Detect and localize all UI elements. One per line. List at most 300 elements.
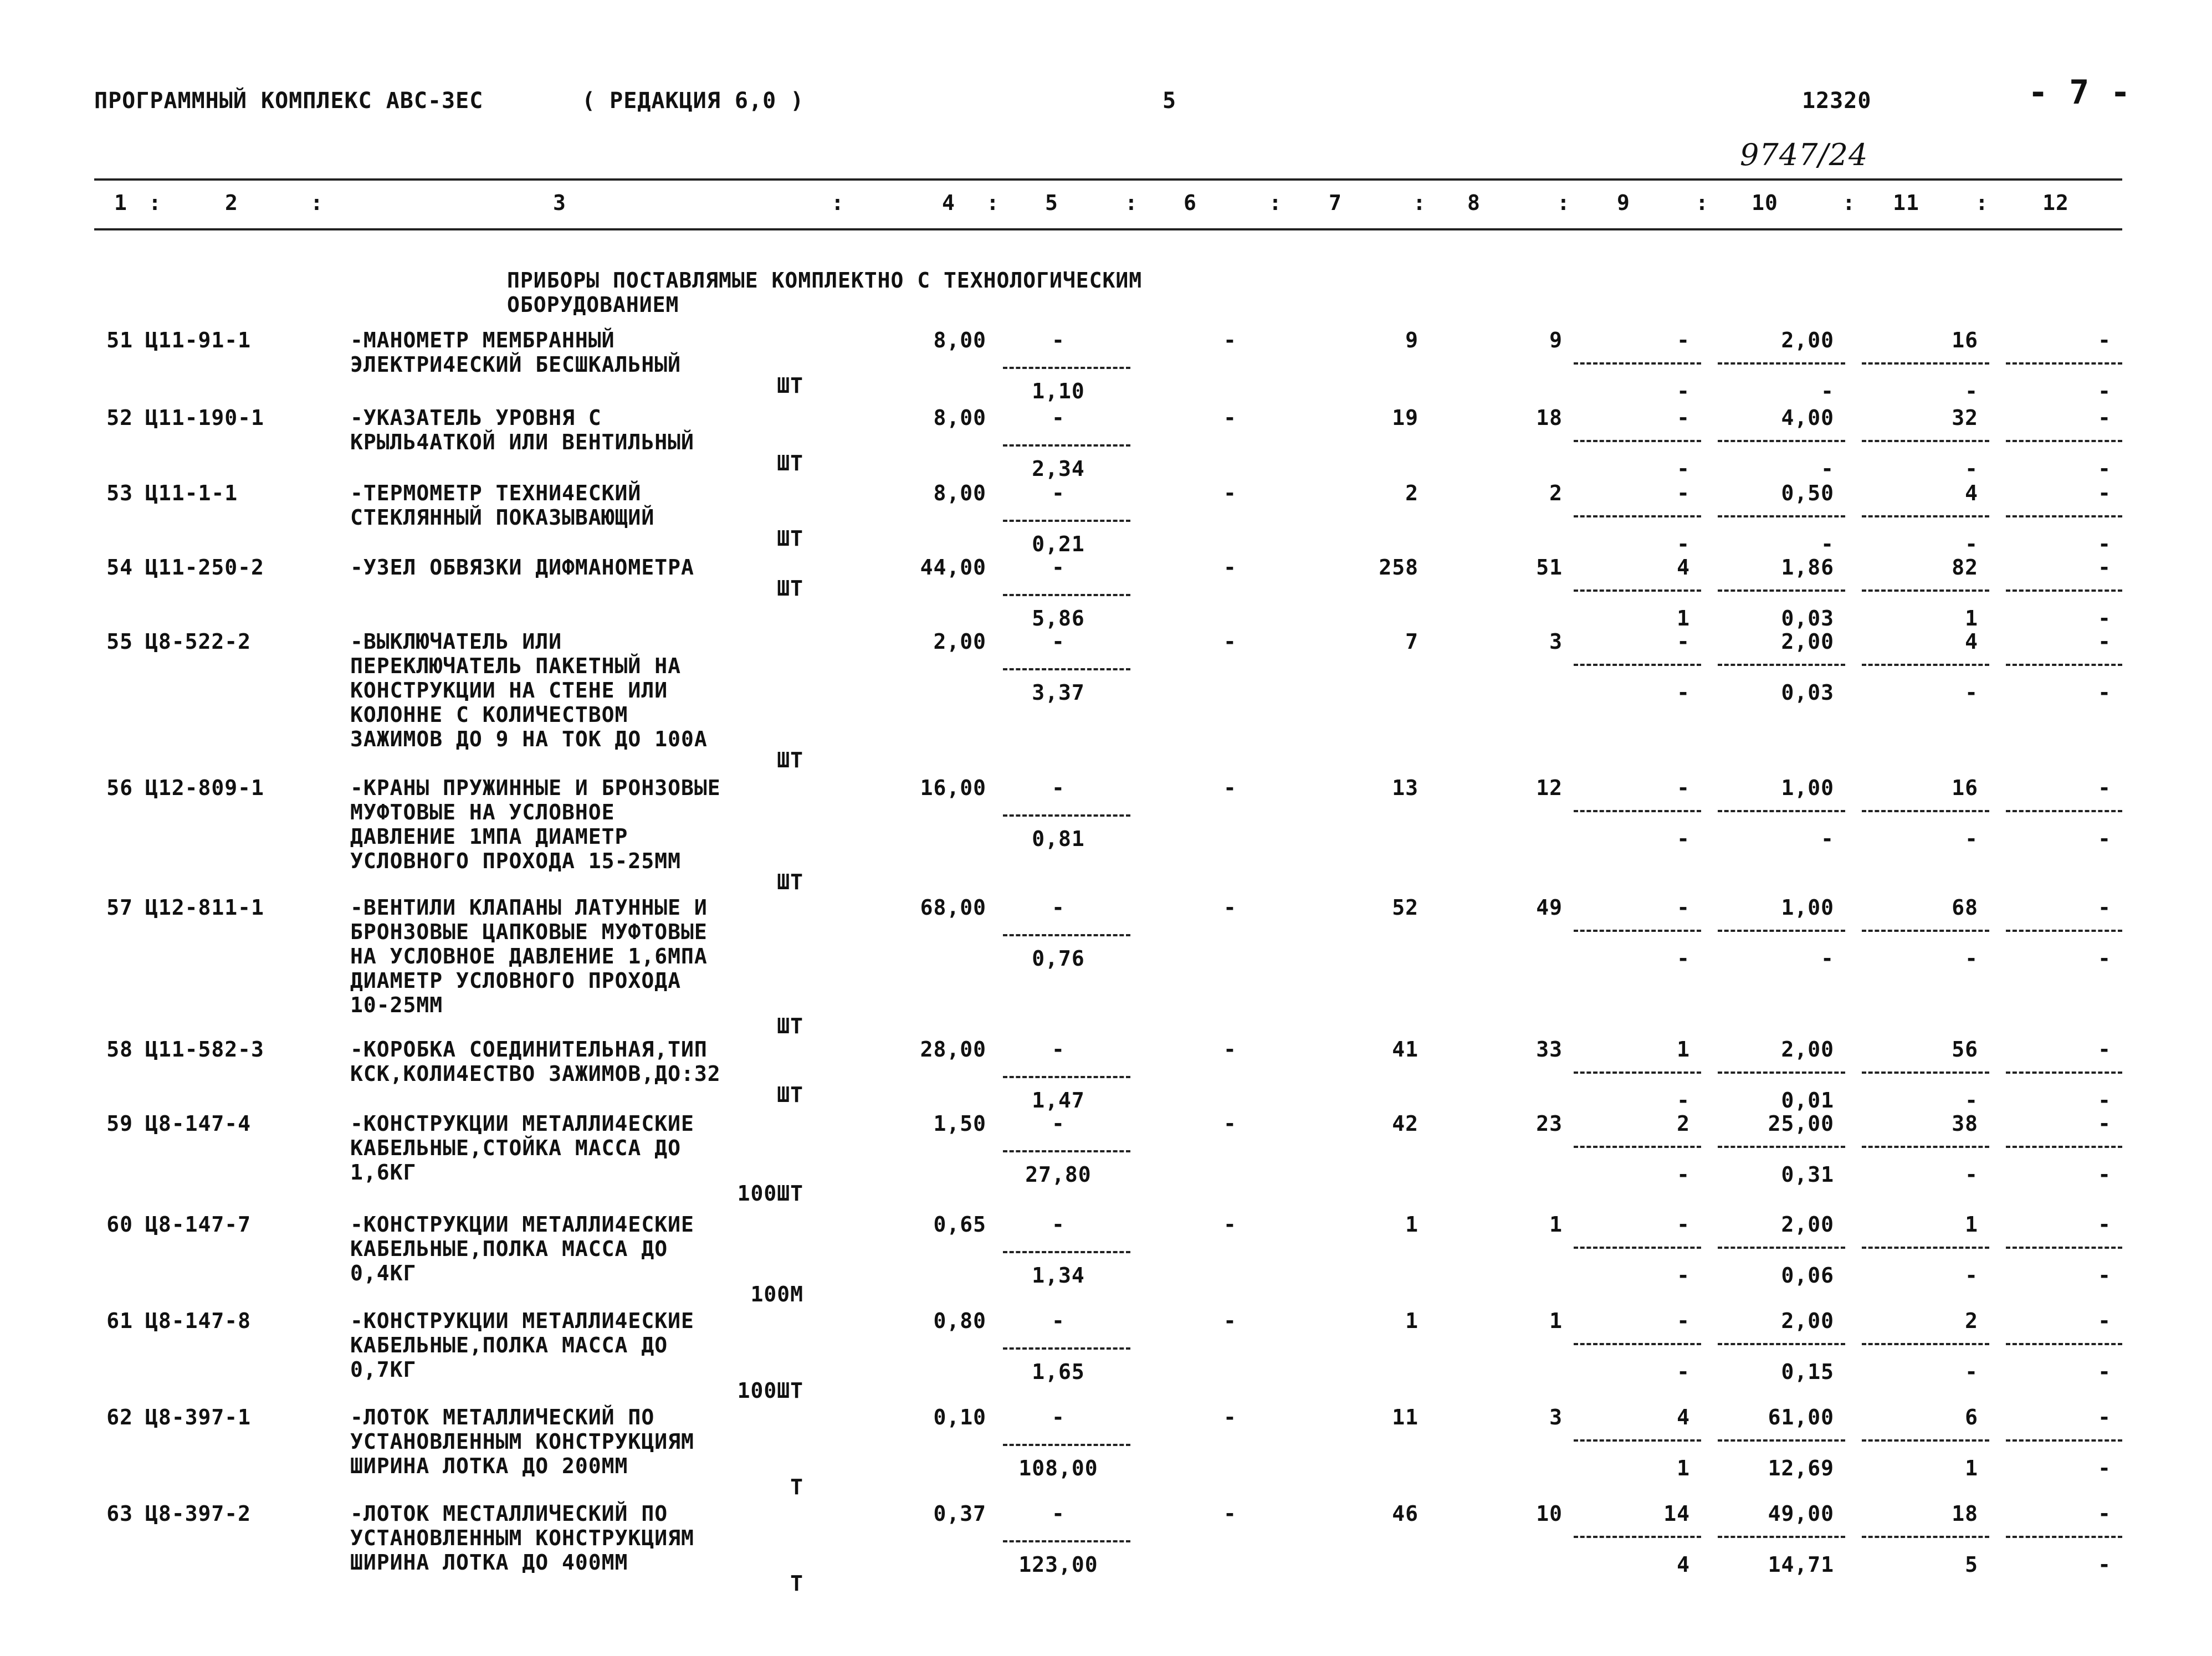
col9-bottom: - xyxy=(1677,1263,1690,1288)
col10-divider xyxy=(1718,1536,1845,1538)
row-description-line: КАБЕЛЬНЫЕ,ПОЛКА МАССА ДО xyxy=(350,1237,668,1261)
row-description-line: ШИРИНА ЛОТКА ДО 200ММ xyxy=(350,1454,628,1478)
column-separator: : xyxy=(1696,191,1709,215)
col12-divider xyxy=(2006,1439,2122,1442)
row-description-line: ПЕРЕКЛЮЧАТЕЛЬ ПАКЕТНЫЙ НА xyxy=(350,654,681,678)
col11-top: 82 xyxy=(1952,555,1978,580)
row-description-line: -ТЕРМОМЕТР ТЕХНИ4ЕСКИЙ xyxy=(350,481,642,505)
col11-divider xyxy=(1862,1071,1989,1074)
col9-bottom: - xyxy=(1677,827,1690,851)
col10-bottom: 0,01 xyxy=(1781,1088,1834,1112)
row-unit: ШТ xyxy=(777,373,803,398)
col12-top: - xyxy=(2098,1037,2111,1062)
row-unit: ШТ xyxy=(777,576,803,601)
col7-value: 258 xyxy=(1379,555,1419,580)
col7-value: 1 xyxy=(1405,1212,1419,1237)
row-description-line: ЗАЖИМОВ ДО 9 НА ТОК ДО 100А xyxy=(350,727,708,751)
col10-top: 2,00 xyxy=(1781,629,1834,654)
column-header-5: 5 xyxy=(1045,191,1058,215)
col10-divider xyxy=(1718,362,1845,365)
row-code: Ц11-250-2 xyxy=(145,555,264,580)
column-separator: : xyxy=(1842,191,1856,215)
col11-divider xyxy=(1862,1247,1989,1249)
row-description-line: 10-25ММ xyxy=(350,993,443,1017)
col9-top: - xyxy=(1677,895,1690,920)
column-separator: : xyxy=(986,191,1000,215)
row-quantity: 0,65 xyxy=(933,1212,986,1237)
program-title: ПРОГРАММНЫЙ КОМПЛЕКС АВС-3ЕС xyxy=(94,88,484,114)
col5-bottom: 108,00 xyxy=(1018,1456,1098,1480)
col11-divider xyxy=(1862,1146,1989,1148)
col5-divider xyxy=(1003,1444,1130,1446)
col9-bottom: - xyxy=(1677,1088,1690,1112)
col9-divider xyxy=(1574,1536,1701,1538)
row-quantity: 28,00 xyxy=(920,1037,986,1062)
col5-top: - xyxy=(1052,895,1065,920)
column-header-8: 8 xyxy=(1467,191,1481,215)
column-header-1: 1 xyxy=(114,191,127,215)
row-unit: ШТ xyxy=(777,451,803,475)
col12-divider xyxy=(2006,515,2122,517)
col6-value: - xyxy=(1223,481,1237,505)
col12-top: - xyxy=(2098,1309,2111,1333)
col9-top: - xyxy=(1677,406,1690,430)
col9-top: - xyxy=(1677,1212,1690,1237)
col5-divider xyxy=(1003,1540,1130,1542)
col8-value: 1 xyxy=(1549,1212,1563,1237)
col7-value: 11 xyxy=(1392,1405,1419,1429)
col12-top: - xyxy=(2098,629,2111,654)
col9-bottom: 1 xyxy=(1677,606,1690,630)
section-title-line-2: ОБОРУДОВАНИЕМ xyxy=(507,293,679,317)
col9-divider xyxy=(1574,1071,1701,1074)
col12-bottom: - xyxy=(2098,827,2111,851)
col12-bottom: - xyxy=(2098,1552,2111,1577)
col12-divider xyxy=(2006,930,2122,932)
column-header-6: 6 xyxy=(1184,191,1197,215)
col9-top: - xyxy=(1677,776,1690,800)
row-unit: Т xyxy=(790,1475,803,1499)
row-quantity: 0,80 xyxy=(933,1309,986,1333)
col11-bottom: - xyxy=(1965,946,1978,971)
row-description-line: КАБЕЛЬНЫЕ,ПОЛКА МАССА ДО xyxy=(350,1333,668,1357)
column-header-12: 12 xyxy=(2042,191,2069,215)
col9-divider xyxy=(1574,1343,1701,1345)
col11-divider xyxy=(1862,664,1989,666)
col11-top: 4 xyxy=(1965,481,1978,505)
row-unit: ШТ xyxy=(777,1014,803,1038)
row-unit: 100ШТ xyxy=(737,1378,803,1403)
page-number: - 7 - xyxy=(2028,73,2131,112)
col9-bottom: - xyxy=(1677,946,1690,971)
col11-bottom: 1 xyxy=(1965,1456,1978,1480)
col11-top: 68 xyxy=(1952,895,1978,920)
row-description-line: КОЛОННЕ С КОЛИЧЕСТВОМ xyxy=(350,703,628,727)
column-separator: : xyxy=(1557,191,1570,215)
col8-value: 12 xyxy=(1536,776,1563,800)
col12-bottom: - xyxy=(2098,532,2111,556)
col12-top: - xyxy=(2098,776,2111,800)
col5-bottom: 0,21 xyxy=(1032,532,1085,556)
col10-top: 1,86 xyxy=(1781,555,1834,580)
col5-divider xyxy=(1003,594,1130,596)
row-code: Ц11-190-1 xyxy=(145,406,264,430)
col10-bottom: - xyxy=(1821,946,1834,971)
col10-bottom: - xyxy=(1821,457,1834,481)
row-code: Ц12-809-1 xyxy=(145,776,264,800)
row-number: 59 xyxy=(106,1111,133,1136)
col8-value: 33 xyxy=(1536,1037,1563,1062)
col9-bottom: - xyxy=(1677,680,1690,705)
col10-divider xyxy=(1718,515,1845,517)
row-description-line: -КОНСТРУКЦИИ МЕТАЛЛИ4ЕСКИЕ xyxy=(350,1111,694,1136)
column-header-3: 3 xyxy=(553,191,566,215)
row-description-line: -КОРОБКА СОЕДИНИТЕЛЬНАЯ,ТИП xyxy=(350,1037,708,1062)
col11-bottom: - xyxy=(1965,1263,1978,1288)
col6-value: - xyxy=(1223,406,1237,430)
col7-value: 2 xyxy=(1405,481,1419,505)
col11-divider xyxy=(1862,589,1989,592)
row-quantity: 8,00 xyxy=(933,406,986,430)
col8-value: 23 xyxy=(1536,1111,1563,1136)
column-separator: : xyxy=(1269,191,1282,215)
col11-bottom: 5 xyxy=(1965,1552,1978,1577)
col9-top: 2 xyxy=(1677,1111,1690,1136)
col5-top: - xyxy=(1052,1501,1065,1526)
row-description-line: -УЗЕЛ ОБВЯЗКИ ДИФМАНОМЕТРА xyxy=(350,555,694,580)
col6-value: - xyxy=(1223,555,1237,580)
col5-top: - xyxy=(1052,1111,1065,1136)
col11-top: 38 xyxy=(1952,1111,1978,1136)
col10-divider xyxy=(1718,810,1845,812)
col12-bottom: - xyxy=(2098,1088,2111,1112)
col11-bottom: - xyxy=(1965,680,1978,705)
col11-bottom: - xyxy=(1965,1360,1978,1384)
col5-divider xyxy=(1003,520,1130,522)
col12-top: - xyxy=(2098,1111,2111,1136)
row-description-line: 0,7КГ xyxy=(350,1357,417,1382)
col10-bottom: - xyxy=(1821,827,1834,851)
col9-divider xyxy=(1574,810,1701,812)
col10-divider xyxy=(1718,1071,1845,1074)
row-description-line: УСТАНОВЛЕННЫМ КОНСТРУКЦИЯМ xyxy=(350,1429,694,1454)
row-quantity: 0,37 xyxy=(933,1501,986,1526)
col7-value: 52 xyxy=(1392,895,1419,920)
col10-top: 0,50 xyxy=(1781,481,1834,505)
col5-bottom: 2,34 xyxy=(1032,457,1085,481)
col9-divider xyxy=(1574,515,1701,517)
col5-bottom: 0,81 xyxy=(1032,827,1085,851)
col5-divider xyxy=(1003,668,1130,670)
col5-top: - xyxy=(1052,1037,1065,1062)
row-quantity: 8,00 xyxy=(933,328,986,352)
col12-bottom: - xyxy=(2098,1360,2111,1384)
col9-top: 4 xyxy=(1677,555,1690,580)
col12-divider xyxy=(2006,1536,2122,1538)
column-separator: : xyxy=(1975,191,1989,215)
col11-top: 4 xyxy=(1965,629,1978,654)
row-description-line: ДИАМЕТР УСЛОВНОГО ПРОХОДА xyxy=(350,968,681,993)
col5-top: - xyxy=(1052,481,1065,505)
col11-bottom: - xyxy=(1965,379,1978,403)
column-header-4: 4 xyxy=(942,191,955,215)
col5-bottom: 1,65 xyxy=(1032,1360,1085,1384)
row-description-line: БРОНЗОВЫЕ ЦАПКОВЫЕ МУФТОВЫЕ xyxy=(350,920,708,944)
col8-value: 10 xyxy=(1536,1501,1563,1526)
row-code: Ц8-397-2 xyxy=(145,1501,252,1526)
row-description-line: МУФТОВЫЕ НА УСЛОВНОЕ xyxy=(350,800,615,824)
col12-divider xyxy=(2006,1146,2122,1148)
row-quantity: 68,00 xyxy=(920,895,986,920)
col12-divider xyxy=(2006,664,2122,666)
col8-value: 49 xyxy=(1536,895,1563,920)
row-code: Ц8-147-4 xyxy=(145,1111,252,1136)
col11-divider xyxy=(1862,362,1989,365)
col10-bottom: 0,06 xyxy=(1781,1263,1834,1288)
col12-divider xyxy=(2006,1343,2122,1345)
col11-divider xyxy=(1862,1439,1989,1442)
row-description-line: УСТАНОВЛЕННЫМ КОНСТРУКЦИЯМ xyxy=(350,1526,694,1550)
col6-value: - xyxy=(1223,1111,1237,1136)
col12-bottom: - xyxy=(2098,946,2111,971)
col10-bottom: 0,03 xyxy=(1781,606,1834,630)
col5-top: - xyxy=(1052,776,1065,800)
col9-bottom: 4 xyxy=(1677,1552,1690,1577)
row-quantity: 8,00 xyxy=(933,481,986,505)
col9-top: 14 xyxy=(1663,1501,1690,1526)
row-quantity: 1,50 xyxy=(933,1111,986,1136)
col9-divider xyxy=(1574,930,1701,932)
col5-divider xyxy=(1003,814,1130,817)
col9-divider xyxy=(1574,589,1701,592)
row-number: 54 xyxy=(106,555,133,580)
col5-bottom: 3,37 xyxy=(1032,680,1085,705)
col11-top: 16 xyxy=(1952,328,1978,352)
row-description-line: КРЫЛЬ4АТКОЙ ИЛИ ВЕНТИЛЬНЫЙ xyxy=(350,430,694,454)
section-number: 5 xyxy=(1163,88,1177,114)
row-quantity: 2,00 xyxy=(933,629,986,654)
row-description-line: КОНСТРУКЦИИ НА СТЕНЕ ИЛИ xyxy=(350,678,668,703)
col6-value: - xyxy=(1223,895,1237,920)
col12-top: - xyxy=(2098,895,2111,920)
col9-top: 1 xyxy=(1677,1037,1690,1062)
col5-divider xyxy=(1003,444,1130,447)
col6-value: - xyxy=(1223,1212,1237,1237)
col10-top: 61,00 xyxy=(1768,1405,1834,1429)
col7-value: 41 xyxy=(1392,1037,1419,1062)
col5-bottom: 0,76 xyxy=(1032,946,1085,971)
row-code: Ц8-147-7 xyxy=(145,1212,252,1237)
row-number: 53 xyxy=(106,481,133,505)
col5-bottom: 1,10 xyxy=(1032,379,1085,403)
col5-bottom: 27,80 xyxy=(1025,1162,1092,1187)
col10-top: 2,00 xyxy=(1781,1309,1834,1333)
row-number: 61 xyxy=(106,1309,133,1333)
col10-divider xyxy=(1718,1247,1845,1249)
col12-bottom: - xyxy=(2098,1456,2111,1480)
col5-divider xyxy=(1003,1251,1130,1253)
col5-bottom: 123,00 xyxy=(1018,1552,1098,1577)
col11-divider xyxy=(1862,440,1989,442)
col9-divider xyxy=(1574,664,1701,666)
col11-top: 16 xyxy=(1952,776,1978,800)
col5-top: - xyxy=(1052,555,1065,580)
col11-bottom: - xyxy=(1965,1162,1978,1187)
col6-value: - xyxy=(1223,1037,1237,1062)
col9-bottom: - xyxy=(1677,1360,1690,1384)
row-description-line: -ЛОТОК МЕТАЛЛИЧЕСКИЙ ПО xyxy=(350,1405,655,1429)
col7-value: 46 xyxy=(1392,1501,1419,1526)
col5-divider xyxy=(1003,1076,1130,1078)
col5-divider xyxy=(1003,1150,1130,1152)
col11-bottom: - xyxy=(1965,827,1978,851)
row-number: 55 xyxy=(106,629,133,654)
row-number: 52 xyxy=(106,406,133,430)
row-description-line: ШИРИНА ЛОТКА ДО 400ММ xyxy=(350,1550,628,1575)
col8-value: 9 xyxy=(1549,328,1563,352)
col8-value: 1 xyxy=(1549,1309,1563,1333)
col12-bottom: - xyxy=(2098,1162,2111,1187)
column-header-2: 2 xyxy=(225,191,238,215)
row-number: 57 xyxy=(106,895,133,920)
column-separator: : xyxy=(831,191,844,215)
row-description-line: -КОНСТРУКЦИИ МЕТАЛЛИ4ЕСКИЕ xyxy=(350,1212,694,1237)
col5-top: - xyxy=(1052,629,1065,654)
col7-value: 19 xyxy=(1392,406,1419,430)
col9-bottom: 1 xyxy=(1677,1456,1690,1480)
col10-top: 49,00 xyxy=(1768,1501,1834,1526)
row-description-line: -КРАНЫ ПРУЖИННЫЕ И БРОНЗОВЫЕ xyxy=(350,776,721,800)
column-separator: : xyxy=(1413,191,1426,215)
header-rule-bottom xyxy=(94,228,2122,230)
row-number: 60 xyxy=(106,1212,133,1237)
row-quantity: 16,00 xyxy=(920,776,986,800)
row-description-line: -ВЫКЛЮЧАТЕЛЬ ИЛИ xyxy=(350,629,562,654)
col12-bottom: - xyxy=(2098,1263,2111,1288)
row-description-line: -МАНОМЕТР МЕМБРАННЫЙ xyxy=(350,328,615,352)
col10-top: 4,00 xyxy=(1781,406,1834,430)
row-description-line: КСК,КОЛИ4ЕСТВО ЗАЖИМОВ,ДО:32 xyxy=(350,1062,721,1086)
col10-bottom: 14,71 xyxy=(1768,1552,1834,1577)
handwritten-note: 9747/24 xyxy=(1740,137,1868,172)
row-unit: ШТ xyxy=(777,870,803,894)
row-description-line: 1,6КГ xyxy=(350,1160,417,1185)
column-header-9: 9 xyxy=(1617,191,1630,215)
col5-bottom: 1,47 xyxy=(1032,1088,1085,1112)
col11-bottom: - xyxy=(1965,1088,1978,1112)
col12-divider xyxy=(2006,1071,2122,1074)
col6-value: - xyxy=(1223,1309,1237,1333)
row-quantity: 0,10 xyxy=(933,1405,986,1429)
col11-top: 18 xyxy=(1952,1501,1978,1526)
row-code: Ц12-811-1 xyxy=(145,895,264,920)
col12-top: - xyxy=(2098,1212,2111,1237)
col5-bottom: 5,86 xyxy=(1032,606,1085,630)
col7-value: 7 xyxy=(1405,629,1419,654)
col12-divider xyxy=(2006,810,2122,812)
col12-bottom: - xyxy=(2098,606,2111,630)
row-code: Ц11-1-1 xyxy=(145,481,238,505)
col9-divider xyxy=(1574,440,1701,442)
col9-divider xyxy=(1574,1247,1701,1249)
col12-top: - xyxy=(2098,406,2111,430)
col9-top: - xyxy=(1677,481,1690,505)
row-number: 63 xyxy=(106,1501,133,1526)
col9-divider xyxy=(1574,362,1701,365)
col12-bottom: - xyxy=(2098,680,2111,705)
col5-top: - xyxy=(1052,1309,1065,1333)
row-description-line: -УКАЗАТЕЛЬ УРОВНЯ С xyxy=(350,406,602,430)
col8-value: 3 xyxy=(1549,629,1563,654)
col9-bottom: - xyxy=(1677,532,1690,556)
row-number: 58 xyxy=(106,1037,133,1062)
col11-top: 6 xyxy=(1965,1405,1978,1429)
col12-bottom: - xyxy=(2098,457,2111,481)
col7-value: 42 xyxy=(1392,1111,1419,1136)
col11-divider xyxy=(1862,1536,1989,1538)
row-number: 62 xyxy=(106,1405,133,1429)
col11-top: 2 xyxy=(1965,1309,1978,1333)
col9-top: - xyxy=(1677,328,1690,352)
col6-value: - xyxy=(1223,629,1237,654)
col10-top: 2,00 xyxy=(1781,1037,1834,1062)
col6-value: - xyxy=(1223,1405,1237,1429)
col12-divider xyxy=(2006,1247,2122,1249)
row-code: Ц8-397-1 xyxy=(145,1405,252,1429)
col12-divider xyxy=(2006,362,2122,365)
col11-divider xyxy=(1862,810,1989,812)
row-unit: ШТ xyxy=(777,748,803,772)
col5-divider xyxy=(1003,367,1130,369)
col10-bottom: 0,15 xyxy=(1781,1360,1834,1384)
col7-value: 13 xyxy=(1392,776,1419,800)
col5-divider xyxy=(1003,1347,1130,1350)
col8-value: 2 xyxy=(1549,481,1563,505)
col10-top: 1,00 xyxy=(1781,776,1834,800)
row-code: Ц8-147-8 xyxy=(145,1309,252,1333)
row-unit: 100М xyxy=(750,1282,803,1306)
col10-top: 2,00 xyxy=(1781,1212,1834,1237)
col12-top: - xyxy=(2098,1405,2111,1429)
column-separator: : xyxy=(149,191,162,215)
col12-top: - xyxy=(2098,481,2111,505)
column-header-7: 7 xyxy=(1329,191,1342,215)
column-header-11: 11 xyxy=(1893,191,1919,215)
row-description-line: УСЛОВНОГО ПРОХОДА 15-25ММ xyxy=(350,849,681,873)
col8-value: 51 xyxy=(1536,555,1563,580)
row-unit: 100ШТ xyxy=(737,1181,803,1206)
row-description-line: НА УСЛОВНОЕ ДАВЛЕНИЕ 1,6МПА xyxy=(350,944,708,968)
col5-top: - xyxy=(1052,328,1065,352)
col11-top: 32 xyxy=(1952,406,1978,430)
column-header-10: 10 xyxy=(1752,191,1778,215)
col11-divider xyxy=(1862,930,1989,932)
col5-top: - xyxy=(1052,1212,1065,1237)
col10-divider xyxy=(1718,930,1845,932)
col10-bottom: - xyxy=(1821,532,1834,556)
col11-bottom: - xyxy=(1965,457,1978,481)
col9-top: 4 xyxy=(1677,1405,1690,1429)
row-description-line: ЭЛЕКТРИ4ЕСКИЙ БЕСШКАЛЬНЫЙ xyxy=(350,352,681,377)
col10-top: 25,00 xyxy=(1768,1111,1834,1136)
col9-top: - xyxy=(1677,1309,1690,1333)
row-quantity: 44,00 xyxy=(920,555,986,580)
col5-bottom: 1,34 xyxy=(1032,1263,1085,1288)
col5-top: - xyxy=(1052,1405,1065,1429)
col12-top: - xyxy=(2098,555,2111,580)
row-description-line: -ВЕНТИЛИ КЛАПАНЫ ЛАТУННЫЕ И xyxy=(350,895,708,920)
row-description-line: 0,4КГ xyxy=(350,1261,417,1285)
